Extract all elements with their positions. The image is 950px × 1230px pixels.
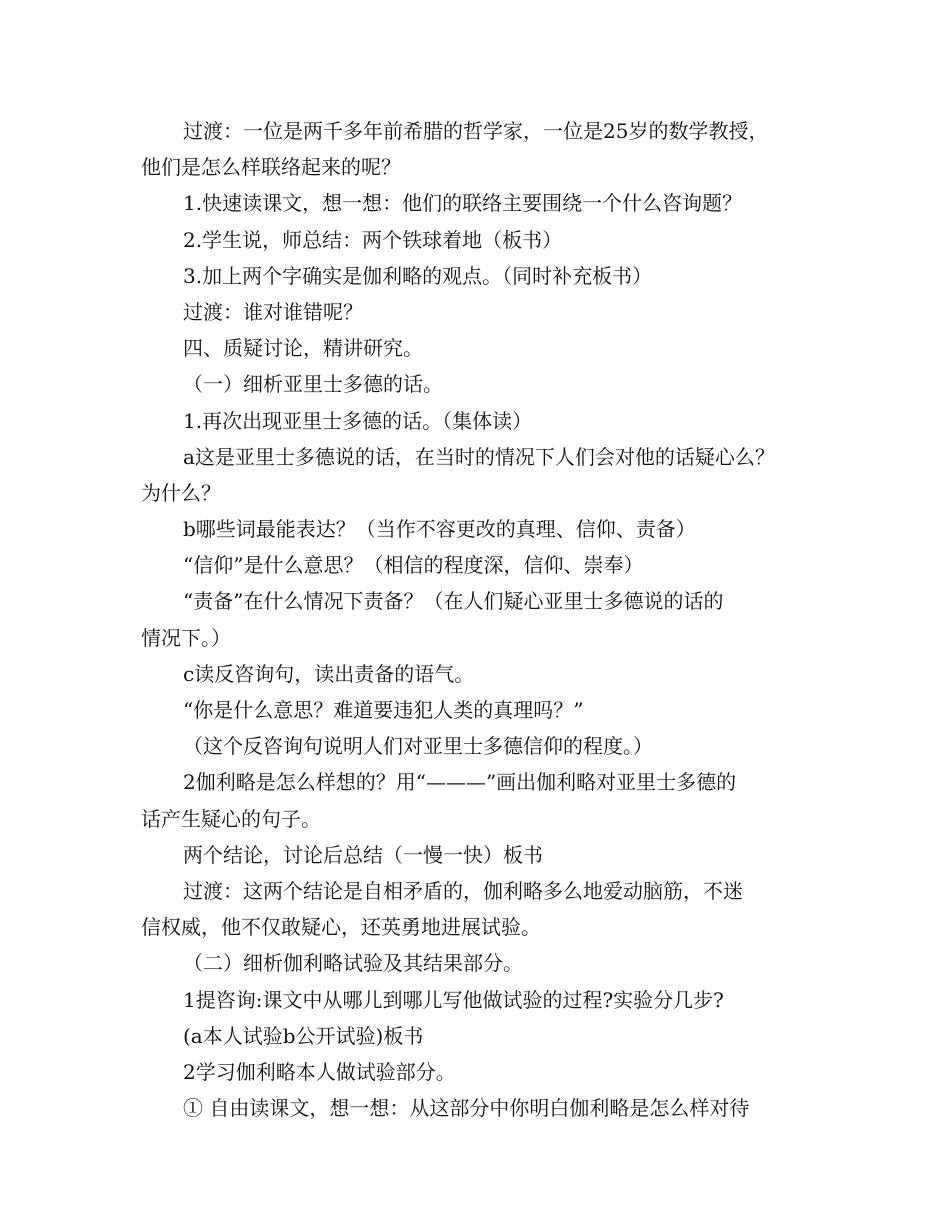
- text-line: 信权威，他不仅敢疑心，还英勇地进展试验。: [141, 915, 541, 940]
- text-line: （二）细析伽利略试验及其结果部分。: [183, 951, 523, 976]
- text-line: (a本人试验b公开试验)板书: [183, 1023, 424, 1048]
- text-line: ① 自由读课文，想一想：从这部分中你明白伽利略是怎么样对待: [183, 1096, 750, 1121]
- document-body: [141, 113, 821, 1126]
- text-line: 过渡：这两个结论是自相矛盾的，伽利略多么地爱动脑筋，不迷: [183, 878, 743, 903]
- text-line: 为什么？: [141, 480, 221, 505]
- text-line: “你是什么意思？难道要违犯人类的真理吗？”: [183, 698, 584, 722]
- text-line: 3.加上两个字确实是伽利略的观点。（同时补充板书）: [183, 263, 653, 288]
- text-line: 话产生疑心的句子。: [141, 806, 321, 831]
- text-line: 他们是怎么样联络起来的呢？: [141, 155, 401, 180]
- text-line: c读反咨询句，读出责备的语气。: [183, 661, 475, 686]
- text-line: （这个反咨询句说明人们对亚里士多德信仰的程度。）: [183, 734, 653, 759]
- text-line: 2伽利略是怎么样想的？用“———”画出伽利略对亚里士多德的: [183, 770, 737, 795]
- text-line: 两个结论，讨论后总结（一慢一快）板书: [183, 842, 543, 867]
- text-line: b哪些词最能表达？（当作不容更改的真理、信仰、责备）: [183, 517, 696, 542]
- text-line: 四、质疑讨论，精讲研究。: [183, 336, 423, 361]
- text-line: 2学习伽利略本人做试验部分。: [183, 1059, 456, 1084]
- text-line: 过渡：谁对谁错呢？: [183, 299, 363, 324]
- text-line: 1.再次出现亚里士多德的话。（集体读）: [183, 408, 533, 433]
- text-line: （一）细析亚里士多德的话。: [183, 372, 443, 397]
- text-line: 1提咨询:课文中从哪儿到哪儿写他做试验的过程?实验分几步?: [183, 987, 724, 1012]
- text-line: 过渡：一位是两千多年前希腊的哲学家，一位是25岁的数学教授，: [183, 119, 769, 143]
- text-line: 1.快速读课文，想一想：他们的联络主要围绕一个什么咨询题？: [183, 191, 743, 216]
- text-line: “信仰”是什么意思？（相信的程度深，信仰、崇奉）: [183, 553, 644, 578]
- text-line: a这是亚里士多德说的话，在当时的情况下人们会对他的话疑心么？: [183, 444, 775, 469]
- text-line: 情况下。）: [141, 625, 231, 650]
- text-line: 2.学生说，师总结：两个铁球着地（板书）: [183, 227, 563, 252]
- text-line: “责备”在什么情况下责备？（在人们疑心亚里士多德说的话的: [183, 589, 724, 614]
